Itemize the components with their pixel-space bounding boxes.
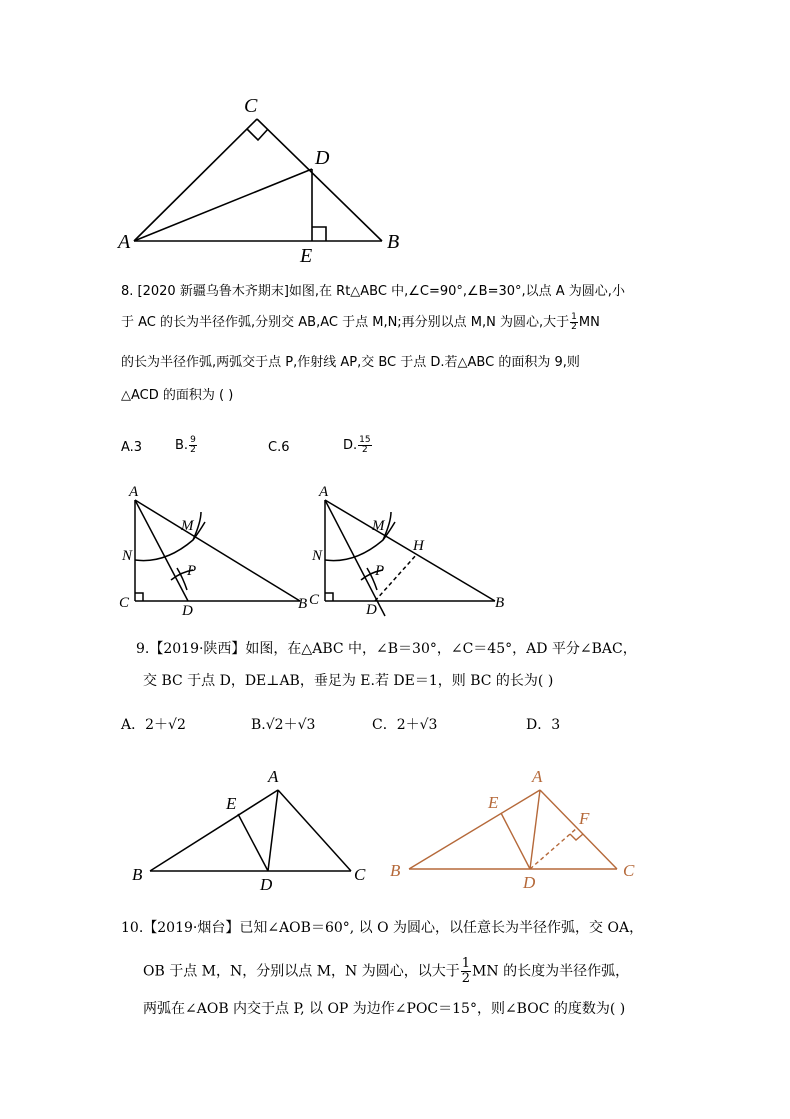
label-C: C xyxy=(119,595,130,611)
label-M: M xyxy=(181,518,194,534)
fraction-den: 2 xyxy=(571,322,577,332)
q8-line-3: 的长为半径作弧,两弧交于点 P,作射线 AP,交 BC 于点 D.若△ABC 的面积为 9,则 xyxy=(121,355,580,370)
q8-option-b-fraction xyxy=(189,436,197,455)
fraction-num: 1 xyxy=(571,312,577,322)
q10-line-1: 10.【2019·烟台】已知∠AOB＝60°, 以 O 为圆心，以任意长为半径作弧，交 OA， xyxy=(121,920,644,936)
label-A: A xyxy=(118,231,131,253)
arc-MN xyxy=(135,522,205,561)
label-D: D xyxy=(182,603,193,619)
q8-option-d xyxy=(343,436,373,456)
q8-line-1: 8. [2020 新疆乌鲁木齐期末]如图,在 Rt△ABC 中,∠C=90°,∠B=30°,以点 A 为圆心,小 xyxy=(121,284,625,299)
fraction-half xyxy=(461,957,471,986)
label-A: A xyxy=(129,484,139,500)
q8-options xyxy=(121,436,441,462)
label-C: C xyxy=(623,861,635,880)
segment-CB xyxy=(257,119,382,241)
q8-option-b-den: 2 xyxy=(190,445,196,455)
segment-AC xyxy=(134,119,257,241)
label-P: P xyxy=(187,563,197,579)
label-D: D xyxy=(315,147,330,169)
label-C: C xyxy=(244,95,258,117)
label-B: B xyxy=(387,231,400,253)
label-E: E xyxy=(300,245,313,267)
q9-option-c: C．2＋√3 xyxy=(372,717,438,733)
q8-line-2 xyxy=(121,313,600,333)
label-B: B xyxy=(132,865,143,884)
figure-q8-right xyxy=(305,482,525,617)
label-A: A xyxy=(532,767,543,786)
q9-line-2: 交 BC 于点 D，DE⊥AB，垂足为 E.若 DE＝1，则 BC 的长为( ) xyxy=(143,673,554,689)
label-P: P xyxy=(375,563,385,579)
segment-AC xyxy=(278,790,351,871)
q9-option-b: B.√2＋√3 xyxy=(251,717,316,733)
figure-q7 xyxy=(110,90,420,270)
figure-q8-left xyxy=(115,482,315,617)
q8-line-4: △ACD 的面积为 ( ) xyxy=(121,388,234,403)
label-N: N xyxy=(122,548,133,564)
q10-line-2b: MN 的长度为半径作弧， xyxy=(472,963,630,980)
q9-option-a: A．2＋√2 xyxy=(121,717,186,733)
q8-option-c: C.6 xyxy=(268,440,290,455)
q8-option-d-prefix: D. xyxy=(343,438,358,453)
q8-option-d-fraction xyxy=(358,436,371,455)
q9-options xyxy=(121,715,581,737)
segment-AD xyxy=(530,790,540,869)
figure-q9-left xyxy=(130,762,375,892)
arc-MN xyxy=(325,522,395,561)
segment-AD xyxy=(268,790,278,871)
label-E: E xyxy=(488,793,499,812)
label-B: B xyxy=(298,596,308,612)
fraction-den: 2 xyxy=(461,971,471,986)
q8-option-b xyxy=(175,436,198,456)
segment-BA xyxy=(150,790,278,871)
ray-AP xyxy=(135,500,188,601)
label-D: D xyxy=(523,873,536,892)
right-angle-mark-C xyxy=(325,593,333,601)
q8-option-a: A.3 xyxy=(121,440,143,455)
fraction-half xyxy=(570,313,578,332)
label-B: B xyxy=(495,595,505,611)
label-A: A xyxy=(268,767,279,786)
q8-option-d-den: 2 xyxy=(362,445,368,455)
label-E: E xyxy=(226,794,237,813)
figure-q9-right xyxy=(385,762,645,892)
q8-option-b-prefix: B. xyxy=(175,438,189,453)
label-M: M xyxy=(372,518,385,534)
right-angle-mark-C xyxy=(247,129,268,140)
label-C: C xyxy=(309,592,320,608)
q10-line-2a: OB 于点 M，N，分别以点 M，N 为圆心，以大于 xyxy=(143,963,460,980)
q8-line-2a: 于 AC 的长为半径作弧,分别交 AB,AC 于点 M,N;再分别以点 M,N 为圆心,大于 xyxy=(121,315,570,330)
right-angle-mark-E xyxy=(312,227,326,241)
label-A: A xyxy=(319,484,329,500)
q8-option-b-num: 9 xyxy=(190,435,196,445)
q10-line-2 xyxy=(143,957,629,986)
right-angle-mark-C xyxy=(135,593,143,601)
q8-line-2b: MN xyxy=(578,315,600,330)
q9-line-1: 9.【2019·陕西】如图，在△ABC 中，∠B＝30°，∠C＝45°，AD 平分∠BAC， xyxy=(136,641,637,657)
label-D: D xyxy=(366,602,377,618)
label-C: C xyxy=(354,865,366,884)
q9-option-d: D．3 xyxy=(526,717,561,733)
segment-BA xyxy=(409,790,540,869)
segment-AD xyxy=(134,169,312,241)
arc-M-extension xyxy=(193,512,201,540)
segment-AC xyxy=(540,790,617,869)
label-D: D xyxy=(260,875,273,894)
label-H: H xyxy=(413,538,424,554)
segment-DE xyxy=(238,814,268,871)
segment-AB xyxy=(135,500,300,601)
label-B: B xyxy=(390,861,401,880)
label-F: F xyxy=(579,809,590,828)
right-angle-mark-F xyxy=(570,834,583,840)
q8-option-d-num: 15 xyxy=(359,435,371,445)
segment-DE xyxy=(501,813,530,869)
fraction-num: 1 xyxy=(461,956,471,971)
q10-line-3: 两弧在∠AOB 内交于点 P, 以 OP 为边作∠POC＝15°，则∠BOC 的度数为( ) xyxy=(143,1001,626,1017)
label-N: N xyxy=(312,548,323,564)
